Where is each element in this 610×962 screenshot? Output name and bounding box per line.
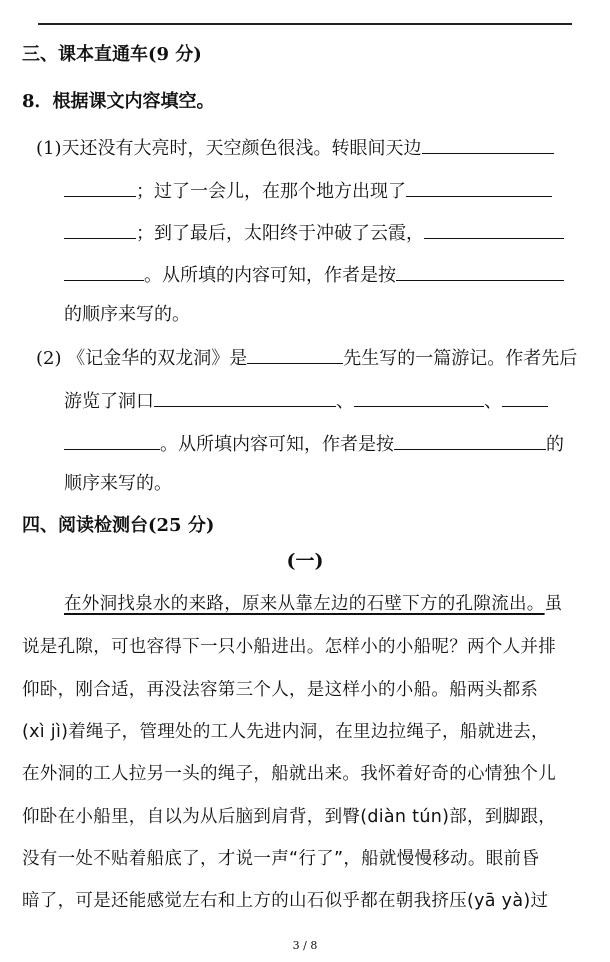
q8-p2-line3 [64, 431, 564, 457]
section4-heading: 四、阅读检测台(25 分) [22, 515, 215, 536]
passage-line-3: 仰卧，刚合适，再没法容第三个人，是这样小的小船。船两头都系 [22, 680, 539, 700]
q8-p1-line5: 的顺序来写的。 [64, 304, 190, 325]
fill-blank[interactable] [247, 345, 343, 364]
q8-p1-line3 [64, 220, 564, 246]
passage-line-4: (xì jì)着绳子，管理处的工人先进内洞，在里边拉绳子，船就进去， [22, 722, 549, 742]
fill-blank[interactable] [422, 135, 554, 154]
passage-line-8: 暗了，可是还能感觉左右和上方的山石似乎都在朝我挤压(yā yà)过 [22, 891, 549, 911]
fill-blank[interactable] [64, 262, 144, 281]
q8-p1-line2-text: ；过了一会儿，在那个地方出现了 [136, 181, 406, 202]
q8-p2-line2 [64, 388, 548, 414]
q8-p1-line4-text: 。从所填的内容可知，作者是按 [144, 265, 396, 286]
fill-blank[interactable] [502, 388, 548, 407]
q8-p1-line1-text: (1)天还没有大亮时，天空颜色很浅。转眼间天边 [36, 138, 422, 159]
fill-blank[interactable] [64, 431, 160, 450]
passage-line-7: 没有一处不贴着船底了，才说一声“行了”，船就慢慢移动。眼前昏 [22, 849, 540, 869]
q8-p2-line1-text-a: (2) 《记金华的双龙洞》是 [36, 348, 248, 369]
passage-line-6: 仰卧在小船里，自以为从后脑到肩背，到臀(diàn tún)部，到脚跟， [22, 807, 557, 827]
q8-p2-line4: 顺序来写的。 [64, 473, 172, 494]
fill-blank[interactable] [354, 388, 484, 407]
q8-p2-line3-text-b: 的 [546, 434, 564, 455]
passage-underlined-sentence: 在外洞找泉水的来路，原来从靠左边的石壁下方的孔隙流出。 [64, 594, 545, 614]
fill-blank[interactable] [154, 388, 336, 407]
passage-line-1-rest: 虽 [544, 594, 563, 614]
q8-p1-line2 [64, 178, 552, 204]
q8-p2-line1 [36, 345, 577, 371]
q8-p2-line3-text-a: 。从所填内容可知，作者是按 [160, 434, 394, 455]
passage-line-1 [64, 592, 562, 616]
separator: 、 [336, 391, 354, 412]
q8-p1-line3-text: ；到了最后，太阳终于冲破了云霞， [136, 223, 424, 244]
q8-p2-line1-text-b: 先生写的一篇游记。作者先后 [343, 348, 578, 369]
section3-heading: 三、课本直通车(9 分) [22, 44, 202, 65]
passage-line-2: 说是孔隙，可也容得下一只小船进出。怎样小的小船呢？两个人并排 [22, 637, 556, 657]
fill-blank[interactable] [64, 178, 136, 197]
separator: 、 [484, 391, 502, 412]
fill-blank[interactable] [406, 178, 552, 197]
fill-blank[interactable] [396, 262, 564, 281]
q8-p2-line2-text: 游览了洞口 [64, 391, 154, 412]
top-rule [38, 23, 572, 25]
passage-number: (一) [286, 550, 324, 572]
q8-p1-line4 [64, 262, 564, 288]
page-number: 3 / 8 [292, 939, 318, 952]
fill-blank[interactable] [64, 220, 136, 239]
q8-p1-line1 [36, 135, 554, 161]
passage-line-5: 在外洞的工人拉另一头的绳子，船就出来。我怀着好奇的心情独个儿 [22, 764, 556, 784]
fill-blank[interactable] [424, 220, 564, 239]
question-8-stem: 8．根据课文内容填空。 [22, 91, 215, 112]
fill-blank[interactable] [394, 431, 546, 450]
